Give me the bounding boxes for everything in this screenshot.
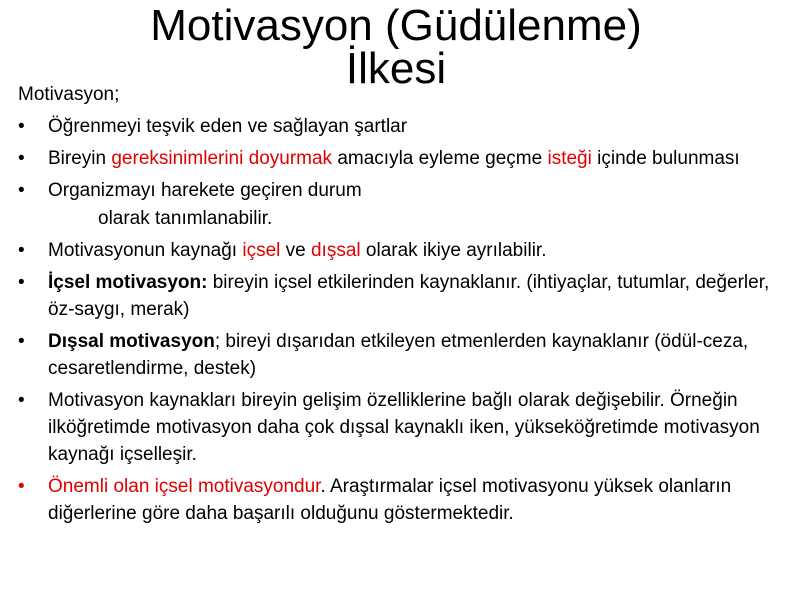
bullet-marker: • [18, 272, 25, 293]
bullet-text: içinde bulunması [591, 148, 740, 169]
bullet-text: Bireyin [48, 148, 112, 169]
bullet-item [18, 387, 788, 468]
bullet-text: Motivasyonun kaynağı [48, 240, 243, 261]
bullet-text: bireyin içsel etkilerinden kaynaklanır. (ihtiyaçlar, tutumlar, değerler, öz-saygı, merak) [48, 272, 770, 320]
slide-title: Motivasyon (Güdülenme) İlkesi [150, 1, 642, 93]
intro-text: Motivasyon; [18, 84, 120, 105]
bullet-marker: • [18, 331, 25, 352]
highlighted-text: gereksinimlerini doyurmak [111, 148, 333, 169]
bullet-marker: • [18, 390, 25, 411]
bullet-item [18, 113, 788, 140]
highlighted-text: isteği [547, 148, 592, 169]
bullet-item [18, 145, 788, 172]
bullet-item [18, 328, 788, 382]
bullet-item [18, 473, 788, 527]
bullet-text: amacıyla eyleme geçme [332, 148, 548, 169]
bullet-marker: • [18, 180, 25, 201]
bold-term: Dışsal motivasyon [48, 331, 215, 352]
bullet-text: Organizmayı harekete geçiren durum [48, 180, 362, 201]
bullet-list [18, 113, 788, 532]
bullet-continuation [18, 205, 788, 232]
bullet-text: olarak tanımlanabilir. [98, 208, 273, 229]
bullet-item [18, 269, 788, 323]
bullet-item [18, 237, 788, 264]
bullet-marker: • [18, 116, 25, 137]
bullet-marker: • [18, 240, 25, 261]
bullet-marker: • [18, 476, 25, 497]
bullet-text: ve [280, 240, 311, 261]
highlighted-text: dışsal [310, 240, 361, 261]
bullet-text: olarak ikiye ayrılabilir. [360, 240, 547, 261]
bullet-text: Motivasyon kaynakları bireyin gelişim özelliklerine bağlı olarak değişebilir. Örneğin ilköğretimde motivasyon daha çok dışsal kaynaklı iken, yükseköğretimde motivasyon kaynağı içselleşir. [48, 390, 760, 465]
bullet-marker: • [18, 148, 25, 169]
bullet-text: ; bireyi dışarıdan etkileyen etmenlerden kaynaklanır (ödül-ceza, cesaretlendirme, destek) [48, 331, 749, 379]
bullet-text: Öğrenmeyi teşvik eden ve sağlayan şartlar [48, 116, 408, 137]
highlighted-text: Önemli olan içsel motivasyondur [48, 476, 321, 497]
bold-term: İçsel motivasyon: [48, 272, 208, 293]
bullet-item [18, 177, 788, 204]
bullet-text: . Araştırmalar içsel motivasyonu yüksek olanların diğerlerine göre daha başarılı olduğunu göstermektedir. [48, 476, 732, 524]
highlighted-text: içsel [242, 240, 281, 261]
